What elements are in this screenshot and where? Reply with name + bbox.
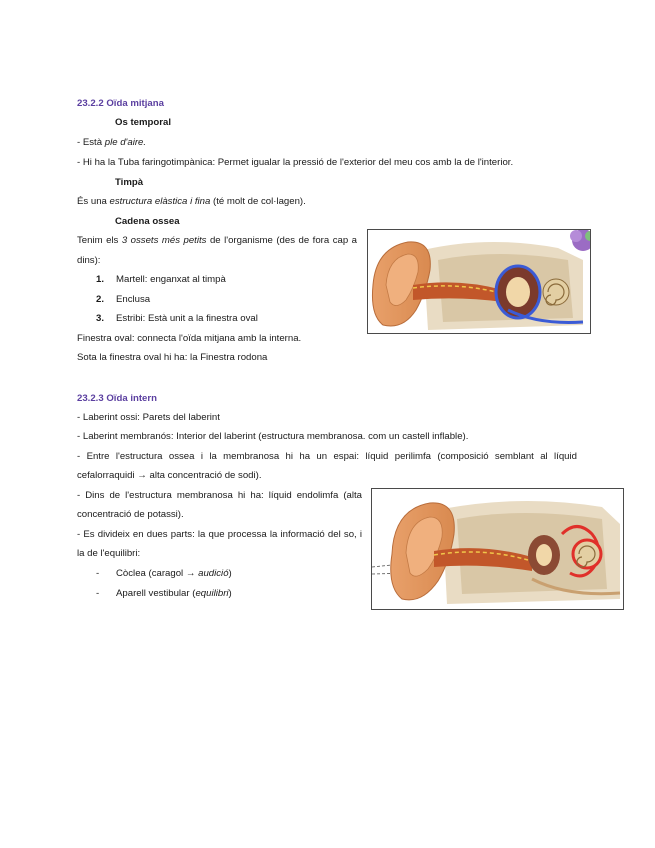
list-item-estribi: Estribi: Està unit a la finestra oval	[116, 313, 258, 324]
text-finestra-rodona: Sota la finestra oval hi ha: la Finestra rodona	[77, 352, 268, 363]
text-timpa: És una estructura elàstica i fina (té molt de col·lagen).	[77, 196, 306, 207]
text-tuba: - Hi ha la Tuba faringotimpànica: Permet igualar la pressió de l'exterior del meu cos amb la de l'interior.	[77, 157, 514, 168]
ear-figure-inner	[371, 488, 624, 610]
text-perilimfa-cont: cefalorraquidi → alta concentració de sodi).	[77, 470, 262, 481]
list-dash: -	[96, 588, 100, 599]
text-parts: - Es divideix en dues parts: la que processa la informació del so, i	[77, 529, 362, 540]
heading-inner-ear: 23.2.3 Oïda intern	[77, 393, 157, 404]
heading-middle-ear: 23.2.2 Oïda mitjana	[77, 98, 164, 109]
text-perilimfa: - Entre l'estructura ossea i la membranosa hi ha un espai: líquid perilimfa (composició semblant al líquid	[77, 451, 577, 462]
ear-figure-middle	[367, 229, 591, 334]
list-dash: -	[96, 568, 100, 579]
subheading-os-temporal: Os temporal	[115, 117, 171, 128]
ear-anatomy-middle-icon	[368, 230, 590, 333]
text-endolimfa-cont: concentració de potassi).	[77, 509, 184, 520]
text-ossets-cont: dins):	[77, 255, 101, 266]
subheading-timpa: Timpà	[115, 177, 144, 188]
text-laberint-membranos: - Laberint membranós: Interior del laberint (estructura membranosa. com un castell inflable).	[77, 431, 469, 442]
text-finestra-oval: Finestra oval: connecta l'oïda mitjana amb la interna.	[77, 333, 302, 344]
list-number: 3.	[96, 313, 105, 324]
text-laberint-ossi: - Laberint ossi: Parets del laberint	[77, 412, 220, 423]
subheading-cadena: Cadena ossea	[115, 216, 180, 227]
text-air: - Està ple d'aire.	[77, 137, 147, 148]
list-item-coclea: Còclea (caragol → audició)	[116, 568, 232, 579]
list-number: 1.	[96, 274, 105, 285]
text-endolimfa: - Dins de l'estructura membranosa hi ha: líquid endolimfa (alta	[77, 490, 362, 501]
ear-anatomy-inner-icon	[372, 489, 623, 609]
list-item-martell: Martell: enganxat al timpà	[116, 274, 226, 285]
list-item-enclusa: Enclusa	[116, 294, 151, 305]
list-number: 2.	[96, 294, 105, 305]
list-item-vestibular: Aparell vestibular (equilibri)	[116, 588, 232, 599]
text-parts-cont: la de l'equilibri:	[77, 548, 141, 559]
text-ossets: Tenim els 3 ossets més petits de l'organisme (des de fora cap a	[77, 235, 357, 246]
